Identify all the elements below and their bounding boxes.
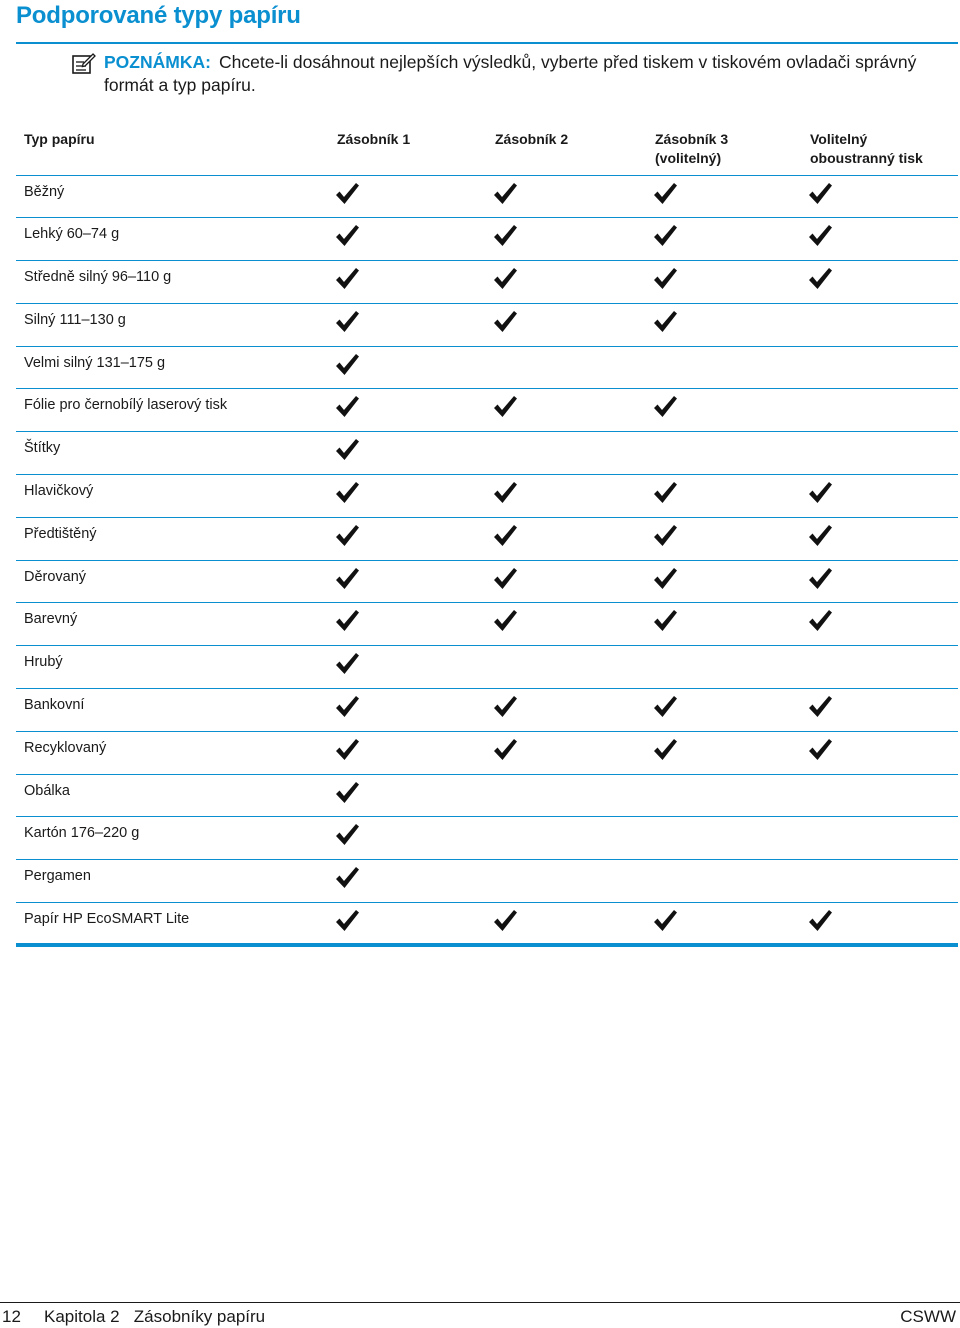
- support-cell: [329, 903, 487, 946]
- table-row: [16, 218, 958, 261]
- support-cell: [647, 560, 802, 603]
- support-cell: [487, 903, 647, 946]
- checkmark-icon: [652, 309, 678, 335]
- table-row: [16, 860, 958, 903]
- paper-type-cell: Silný 111–130 g: [24, 311, 126, 328]
- checkmark-icon: [334, 223, 360, 249]
- checkmark-icon: [652, 608, 678, 634]
- support-cell: [487, 175, 647, 218]
- support-cell: [329, 475, 487, 518]
- support-cell: [487, 689, 647, 732]
- checkmark-icon: [652, 737, 678, 763]
- support-cell: [329, 689, 487, 732]
- checkmark-icon: [334, 181, 360, 207]
- support-cell: [647, 903, 802, 946]
- paper-type-cell: Papír HP EcoSMART Lite: [24, 911, 190, 928]
- checkmark-icon: [334, 865, 360, 891]
- paper-type-cell: Lehký 60–74 g: [24, 226, 120, 243]
- document-code: CSWW: [900, 1307, 956, 1326]
- support-cell: [647, 175, 802, 218]
- checkmark-icon: [334, 437, 360, 463]
- chapter-title: Kapitola 2 Zásobníky papíru: [44, 1307, 266, 1326]
- support-cell: [802, 517, 958, 560]
- checkmark-icon: [334, 608, 360, 634]
- checkmark-icon: [652, 908, 678, 934]
- table-row: [16, 175, 958, 218]
- support-cell: [802, 860, 958, 903]
- support-cell: [329, 389, 487, 432]
- support-cell: [487, 303, 647, 346]
- support-cell: [802, 261, 958, 304]
- checkmark-icon: [807, 266, 833, 292]
- checkmark-icon: [492, 309, 518, 335]
- checkmark-icon: [807, 566, 833, 592]
- note-text: [104, 51, 949, 97]
- support-cell: [487, 860, 647, 903]
- checkmark-icon: [334, 266, 360, 292]
- checkmark-icon: [652, 694, 678, 720]
- checkmark-icon: [492, 694, 518, 720]
- support-cell: [329, 817, 487, 860]
- support-cell: [487, 346, 647, 389]
- support-cell: [647, 218, 802, 261]
- table-row: [16, 646, 958, 689]
- checkmark-icon: [807, 480, 833, 506]
- table-row: [16, 389, 958, 432]
- support-cell: [329, 517, 487, 560]
- checkmark-icon: [334, 352, 360, 378]
- support-cell: [487, 389, 647, 432]
- paper-type-cell: Středně silný 96–110 g: [24, 269, 172, 286]
- checkmark-icon: [652, 523, 678, 549]
- column-header-line: Zásobník 2: [495, 131, 569, 147]
- support-cell: [647, 389, 802, 432]
- support-cell: [329, 261, 487, 304]
- support-cell: [487, 731, 647, 774]
- checkmark-icon: [492, 394, 518, 420]
- support-cell: [329, 303, 487, 346]
- checkmark-icon: [492, 608, 518, 634]
- checkmark-icon: [492, 181, 518, 207]
- support-cell: [802, 689, 958, 732]
- support-cell: [487, 432, 647, 475]
- checkmark-icon: [652, 394, 678, 420]
- checkmark-icon: [492, 480, 518, 506]
- checkmark-icon: [334, 566, 360, 592]
- support-cell: [802, 346, 958, 389]
- support-cell: [802, 603, 958, 646]
- column-header-3: [647, 121, 802, 175]
- paper-type-cell: Děrovaný: [24, 568, 87, 585]
- paper-type-cell: Fólie pro černobílý laserový tisk: [24, 397, 228, 414]
- column-header-line: (volitelný): [655, 150, 722, 166]
- support-cell: [647, 774, 802, 817]
- checkmark-icon: [807, 523, 833, 549]
- checkmark-icon: [652, 181, 678, 207]
- support-cell: [329, 646, 487, 689]
- table-row: [16, 689, 958, 732]
- table-row: [16, 475, 958, 518]
- support-cell: [802, 731, 958, 774]
- table-header-row: [16, 121, 958, 175]
- table-row: [16, 560, 958, 603]
- support-cell: [329, 603, 487, 646]
- paper-type-cell: Obálka: [24, 782, 70, 799]
- support-cell: [647, 817, 802, 860]
- support-cell: [487, 560, 647, 603]
- support-cell: [802, 560, 958, 603]
- table-row: [16, 731, 958, 774]
- paper-type-cell: Bankovní: [24, 697, 85, 714]
- support-cell: [802, 175, 958, 218]
- support-cell: [802, 903, 958, 946]
- support-cell: [647, 646, 802, 689]
- checkmark-icon: [492, 908, 518, 934]
- column-header-1: [329, 121, 487, 175]
- checkmark-icon: [334, 394, 360, 420]
- support-cell: [647, 860, 802, 903]
- checkmark-icon: [492, 266, 518, 292]
- checkmark-icon: [492, 566, 518, 592]
- support-cell: [487, 261, 647, 304]
- table-row: [16, 261, 958, 304]
- table-row: [16, 432, 958, 475]
- support-cell: [487, 817, 647, 860]
- support-cell: [802, 817, 958, 860]
- checkmark-icon: [652, 480, 678, 506]
- support-cell: [487, 475, 647, 518]
- column-header-line: Typ papíru: [24, 131, 95, 147]
- paper-type-cell: Pergamen: [24, 868, 91, 885]
- support-cell: [647, 689, 802, 732]
- checkmark-icon: [334, 908, 360, 934]
- support-cell: [487, 218, 647, 261]
- table-row: [16, 774, 958, 817]
- paper-type-cell: Kartón 176–220 g: [24, 825, 140, 842]
- paper-type-cell: Recyklovaný: [24, 739, 107, 756]
- table-row: [16, 303, 958, 346]
- table-row: [16, 346, 958, 389]
- checkmark-icon: [652, 266, 678, 292]
- support-cell: [329, 860, 487, 903]
- support-cell: [487, 603, 647, 646]
- support-cell: [802, 389, 958, 432]
- checkmark-icon: [492, 523, 518, 549]
- checkmark-icon: [492, 737, 518, 763]
- column-header-line: oboustranný tisk: [810, 150, 923, 166]
- support-cell: [802, 218, 958, 261]
- page-number: 12: [2, 1307, 21, 1326]
- table-row: [16, 817, 958, 860]
- support-cell: [329, 432, 487, 475]
- support-cell: [647, 346, 802, 389]
- checkmark-icon: [807, 223, 833, 249]
- checkmark-icon: [334, 651, 360, 677]
- paper-type-cell: Velmi silný 131–175 g: [24, 354, 166, 371]
- support-cell: [329, 346, 487, 389]
- support-cell: [647, 261, 802, 304]
- checkmark-icon: [807, 181, 833, 207]
- support-cell: [487, 517, 647, 560]
- support-cell: [329, 175, 487, 218]
- support-cell: [802, 646, 958, 689]
- support-cell: [487, 774, 647, 817]
- paper-type-cell: Barevný: [24, 611, 78, 628]
- support-cell: [329, 218, 487, 261]
- support-cell: [802, 432, 958, 475]
- column-header-4: [802, 121, 958, 175]
- paper-type-table: [16, 121, 958, 947]
- paper-type-cell: Předtištěný: [24, 525, 97, 542]
- support-cell: [647, 731, 802, 774]
- checkmark-icon: [807, 908, 833, 934]
- checkmark-icon: [807, 737, 833, 763]
- checkmark-icon: [492, 223, 518, 249]
- checkmark-icon: [334, 737, 360, 763]
- checkmark-icon: [334, 480, 360, 506]
- support-cell: [802, 303, 958, 346]
- checkmark-icon: [807, 608, 833, 634]
- paper-type-cell: Štítky: [24, 440, 61, 457]
- checkmark-icon: [334, 694, 360, 720]
- paper-type-cell: Hrubý: [24, 654, 63, 671]
- support-cell: [329, 560, 487, 603]
- page-title: Podporované typy papíru: [16, 2, 301, 29]
- title-divider: [16, 42, 958, 44]
- support-cell: [802, 774, 958, 817]
- checkmark-icon: [334, 309, 360, 335]
- checkmark-icon: [807, 694, 833, 720]
- support-cell: [647, 432, 802, 475]
- paper-type-cell: Běžný: [24, 183, 65, 200]
- paper-type-cell: Hlavičkový: [24, 483, 94, 500]
- checkmark-icon: [334, 780, 360, 806]
- support-cell: [329, 774, 487, 817]
- page-footer: [0, 1302, 960, 1328]
- support-cell: [647, 475, 802, 518]
- column-header-0: [16, 121, 329, 175]
- support-cell: [802, 475, 958, 518]
- support-cell: [647, 517, 802, 560]
- support-cell: [487, 646, 647, 689]
- column-header-line: Zásobník 1: [337, 131, 411, 147]
- support-cell: [647, 603, 802, 646]
- note-label: POZNÁMKA:: [104, 52, 211, 72]
- column-header-2: [487, 121, 647, 175]
- note-icon: [72, 53, 96, 75]
- table-row: [16, 517, 958, 560]
- column-header-line: Volitelný: [810, 131, 868, 147]
- note-body: Chcete-li dosáhnout nejlepších výsledků, vyberte před tiskem v tiskovém ovladači správný formát a typ papíru.: [104, 52, 917, 95]
- column-header-line: Zásobník 3: [655, 131, 729, 147]
- support-cell: [329, 731, 487, 774]
- table-row: [16, 903, 958, 946]
- checkmark-icon: [334, 523, 360, 549]
- checkmark-icon: [334, 822, 360, 848]
- footer-divider: [0, 1302, 960, 1303]
- table-row: [16, 603, 958, 646]
- checkmark-icon: [652, 223, 678, 249]
- checkmark-icon: [652, 566, 678, 592]
- support-cell: [647, 303, 802, 346]
